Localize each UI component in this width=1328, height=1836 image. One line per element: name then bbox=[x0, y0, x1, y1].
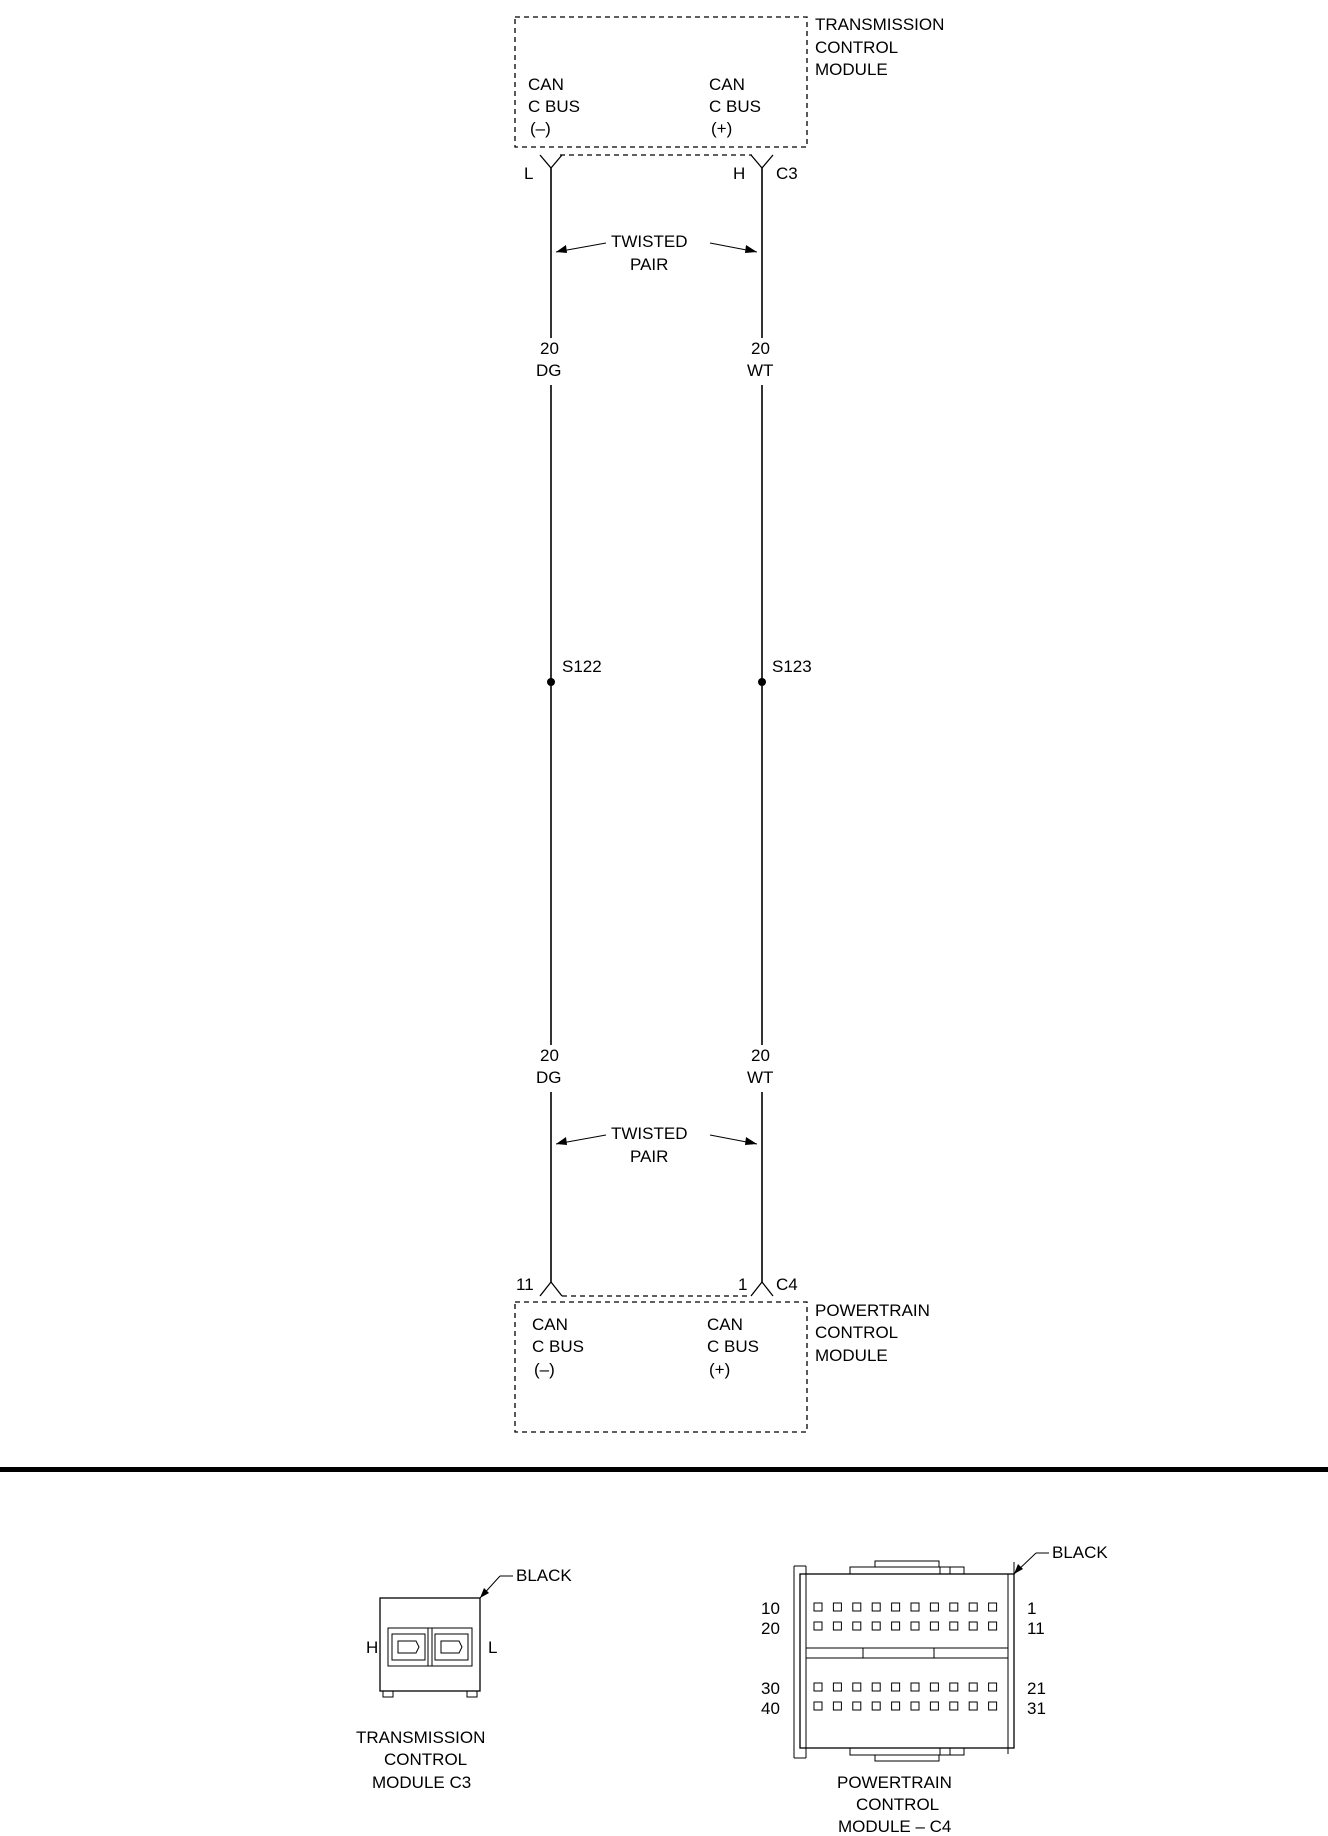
twisted-pair-top-line-2: PAIR bbox=[630, 255, 669, 274]
twisted-pair-top bbox=[556, 232, 757, 274]
pcm-c4-cavity bbox=[950, 1603, 958, 1611]
wire-right-bottom-color: WT bbox=[747, 1068, 774, 1087]
pcm-c4-cavity bbox=[989, 1603, 997, 1611]
pcm-c4-color: BLACK bbox=[1052, 1543, 1108, 1562]
pcm-c4-cavity bbox=[872, 1603, 880, 1611]
tcm-c3-caption-1: TRANSMISSION bbox=[356, 1728, 486, 1747]
pcm-c4-cavity bbox=[969, 1702, 977, 1710]
tcm-left-pin-line-1: CAN bbox=[528, 75, 564, 94]
wire-right-top-gauge: 20 bbox=[751, 339, 770, 358]
pcm-c4-cavity bbox=[930, 1603, 938, 1611]
pcm-c4-cavity bbox=[969, 1603, 977, 1611]
splice-right-label: S123 bbox=[772, 657, 812, 676]
tcm-name-line-2: CONTROL bbox=[815, 38, 899, 57]
pcm-c4-cavity bbox=[872, 1702, 880, 1710]
pcm-c4-cavity bbox=[833, 1603, 841, 1611]
pcm-c4-row-label-left-3: 30 bbox=[761, 1679, 780, 1698]
pcm-c4-row-label-left-2: 20 bbox=[761, 1619, 780, 1638]
pcm-name-line-3: MODULE bbox=[815, 1346, 888, 1365]
pcm-c4-cavity bbox=[892, 1702, 900, 1710]
twisted-pair-top-line-1: TWISTED bbox=[611, 232, 688, 251]
tcm-left-pin-line-2: C BUS bbox=[528, 97, 580, 116]
pcm-c4-cavity bbox=[911, 1683, 919, 1691]
pcm-c4-cavity bbox=[872, 1622, 880, 1630]
tcm-c3-caption-3: MODULE C3 bbox=[372, 1773, 472, 1792]
tcm-c3-connector-view bbox=[356, 1566, 572, 1792]
pcm-c4-cavity bbox=[969, 1622, 977, 1630]
wire-left-top-gauge: 20 bbox=[540, 339, 559, 358]
pcm-connector-label: C4 bbox=[776, 1275, 798, 1294]
twisted-pair-bottom-line-2: PAIR bbox=[630, 1147, 669, 1166]
pcm-left-pin-line-1: CAN bbox=[532, 1315, 568, 1334]
pcm-left-terminal bbox=[540, 1282, 562, 1296]
pcm-c4-cavity bbox=[950, 1683, 958, 1691]
wire-right-top-color: WT bbox=[747, 361, 774, 380]
pcm-c4-cavity bbox=[930, 1702, 938, 1710]
tcm-c3-caption-2: CONTROL bbox=[384, 1750, 468, 1769]
pcm-c4-cavity bbox=[833, 1702, 841, 1710]
wire-left-bottom-color: DG bbox=[536, 1068, 562, 1087]
wire-left-bottom-gauge: 20 bbox=[540, 1046, 559, 1065]
tcm-right-pin-line-3: (+) bbox=[711, 119, 733, 138]
pcm-left-pin-line-2: C BUS bbox=[532, 1337, 584, 1356]
splice-left-dot bbox=[547, 678, 555, 686]
tcm-right-cavity: H bbox=[733, 164, 746, 183]
pcm-right-cavity: 1 bbox=[738, 1275, 748, 1294]
pcm-c4-row-label-right-2: 11 bbox=[1027, 1619, 1045, 1638]
tcm-c3-body bbox=[380, 1598, 480, 1691]
wire-left-top-color: DG bbox=[536, 361, 562, 380]
tcm-right-pin-line-1: CAN bbox=[709, 75, 745, 94]
pcm-c4-cavity bbox=[911, 1603, 919, 1611]
pcm-c4-cavity bbox=[833, 1622, 841, 1630]
tcm-left-pin-line-3: (–) bbox=[530, 119, 551, 138]
tcm-left-terminal bbox=[540, 155, 562, 168]
twisted-pair-bottom-line-1: TWISTED bbox=[611, 1124, 688, 1143]
pcm-c4-cavity bbox=[950, 1702, 958, 1710]
pcm-c4-cavity bbox=[930, 1683, 938, 1691]
wire-right-bottom-gauge: 20 bbox=[751, 1046, 770, 1065]
pcm-right-terminal bbox=[751, 1282, 773, 1296]
pcm-c4-cavity bbox=[853, 1683, 861, 1691]
tcm-c3-color: BLACK bbox=[516, 1566, 572, 1585]
pcm-c4-cavity bbox=[989, 1622, 997, 1630]
pcm-c4-cavity bbox=[814, 1702, 822, 1710]
pcm-c4-row-label-right-3: 21 bbox=[1027, 1679, 1046, 1698]
pcm-c4-cavity bbox=[833, 1683, 841, 1691]
tcm-name-line-3: MODULE bbox=[815, 60, 888, 79]
pcm-c4-cavity bbox=[930, 1622, 938, 1630]
pcm-module bbox=[515, 1275, 930, 1432]
splice-left-label: S122 bbox=[562, 657, 602, 676]
pcm-left-pin-line-3: (–) bbox=[534, 1360, 555, 1379]
pcm-c4-cavity bbox=[911, 1622, 919, 1630]
pcm-c4-cavity bbox=[989, 1683, 997, 1691]
pcm-c4-cavity bbox=[969, 1683, 977, 1691]
pcm-c4-row-label-left-1: 10 bbox=[761, 1599, 780, 1618]
pcm-c4-body bbox=[800, 1574, 1014, 1748]
pcm-c4-row-label-right-4: 31 bbox=[1027, 1699, 1046, 1718]
pcm-left-cavity: 11 bbox=[516, 1275, 534, 1294]
pcm-right-pin-line-2: C BUS bbox=[707, 1337, 759, 1356]
tcm-module bbox=[515, 15, 944, 183]
pcm-c4-cavity bbox=[814, 1603, 822, 1611]
pcm-c4-cavity bbox=[814, 1683, 822, 1691]
pcm-c4-cavities bbox=[814, 1603, 997, 1710]
pcm-name-line-2: CONTROL bbox=[815, 1323, 899, 1342]
tcm-right-terminal bbox=[751, 155, 773, 168]
pcm-c4-connector-view bbox=[761, 1543, 1108, 1836]
tcm-connector-label: C3 bbox=[776, 164, 798, 183]
tcm-left-cavity: L bbox=[524, 164, 534, 183]
pcm-c4-cavity bbox=[989, 1702, 997, 1710]
pcm-c4-cavity bbox=[853, 1603, 861, 1611]
tcm-c3-h-label: H bbox=[366, 1638, 379, 1657]
pcm-c4-cavity bbox=[892, 1603, 900, 1611]
pcm-right-pin-line-1: CAN bbox=[707, 1315, 743, 1334]
section-separator bbox=[0, 1467, 1328, 1472]
tcm-c3-l-label: L bbox=[488, 1638, 498, 1657]
twisted-pair-bottom bbox=[556, 1124, 757, 1166]
pcm-right-pin-line-3: (+) bbox=[709, 1360, 731, 1379]
pcm-c4-cavity bbox=[892, 1683, 900, 1691]
pcm-c4-cavity bbox=[853, 1702, 861, 1710]
pcm-c4-caption-2: CONTROL bbox=[856, 1795, 940, 1814]
pcm-c4-cavity bbox=[853, 1622, 861, 1630]
splice-right-dot bbox=[758, 678, 766, 686]
pcm-c4-caption-1: POWERTRAIN bbox=[837, 1773, 952, 1792]
pcm-c4-caption-3: MODULE – C4 bbox=[838, 1817, 952, 1836]
pcm-c4-cavity bbox=[892, 1622, 900, 1630]
pcm-c4-cavity bbox=[911, 1702, 919, 1710]
pcm-c4-cavity bbox=[872, 1683, 880, 1691]
pcm-c4-cavity bbox=[950, 1622, 958, 1630]
tcm-right-pin-line-2: C BUS bbox=[709, 97, 761, 116]
pcm-c4-cavity bbox=[814, 1622, 822, 1630]
tcm-name-line-1: TRANSMISSION bbox=[815, 15, 945, 34]
pcm-name-line-1: POWERTRAIN bbox=[815, 1301, 930, 1320]
pcm-c4-row-label-left-4: 40 bbox=[761, 1699, 780, 1718]
pcm-c4-row-label-right-1: 1 bbox=[1027, 1599, 1037, 1618]
